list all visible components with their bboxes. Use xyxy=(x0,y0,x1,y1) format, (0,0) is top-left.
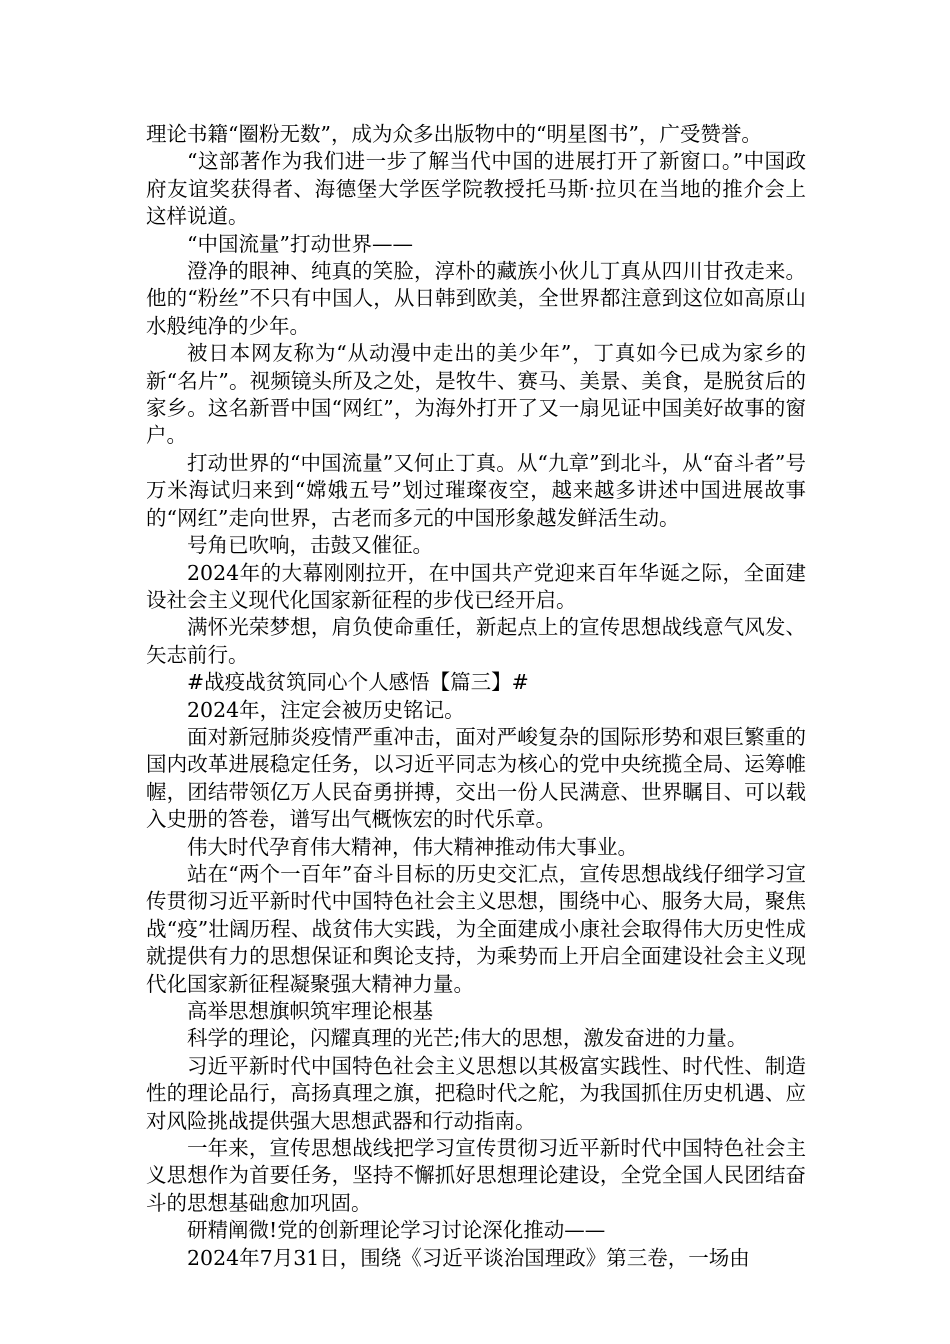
paragraph: 打动世界的“中国流量”又何止丁真。从“九章”到北斗，从“奋斗者”号万米海试归来到“嫦娥五号”划过璀璨夜空，越来越多讲述中国进展故事的“网红”走向世界，古老而多元的中国形象越发鲜活生动。 xyxy=(146,450,806,530)
section-heading: 高举思想旗帜筑牢理论根基 xyxy=(187,999,433,1023)
paragraph: “这部著作为我们进一步了解当代中国的进展打开了新窗口。”中国政府友谊奖获得者、海德堡大学医学院教授托马斯·拉贝在当地的推介会上这样说道。 xyxy=(146,149,806,229)
document-page xyxy=(146,121,806,1272)
section-title: #战疫战贫筑同心个人感悟【篇三】# xyxy=(187,670,529,695)
section-heading: “中国流量”打动世界—— xyxy=(187,231,413,256)
paragraph: 站在“两个一百年”奋斗目标的历史交汇点，宣传思想战线仔细学习宣传贯彻习近平新时代中国特色社会主义思想，围绕中心、服务大局，聚焦战“疫”壮阔历程、战贫伟大实践，为全面建成小康社会取得伟大历史性成就提供有力的思想保证和舆论支持，为乘势而上开启全面建设社会主义现代化国家新征程凝聚强大精神力量。 xyxy=(146,861,806,996)
paragraph: 被日本网友称为“从动漫中走出的美少年”，丁真如今已成为家乡的新“名片”。视频镜头所及之处，是牧牛、赛马、美景、美食，是脱贫后的家乡。这名新晋中国“网红”，为海外打开了又一扇见证中国美好故事的窗户。 xyxy=(146,341,806,448)
paragraph: 面对新冠肺炎疫情严重冲击，面对严峻复杂的国际形势和艰巨繁重的国内改革进展稳定任务，以习近平同志为核心的党中央统揽全局、运筹帷幄，团结带领亿万人民奋勇拼搏，交出一份人民满意、世界瞩目、可以载入史册的答卷，谱写出气概恢宏的时代乐章。 xyxy=(146,724,806,832)
section-heading: 研精阐微!党的创新理论学习讨论深化推动—— xyxy=(187,1218,606,1243)
paragraph: 科学的理论，闪耀真理的光芒;伟大的思想，激发奋进的力量。 xyxy=(187,1026,748,1051)
paragraph: 伟大时代孕育伟大精神，伟大精神推动伟大事业。 xyxy=(187,834,638,859)
paragraph: 2024年的大幕刚刚拉开，在中国共产党迎来百年华诞之际，全面建设社会主义现代化国家新征程的步伐已经开启。 xyxy=(146,560,806,612)
paragraph: 2024年7月31日，围绕《习近平谈治国理政》第三卷，一场由 xyxy=(187,1245,750,1270)
paragraph: 号角已吹响，击鼓又催征。 xyxy=(187,533,433,558)
paragraph: 满怀光荣梦想，肩负使命重任，新起点上的宣传思想战线意气风发、矢志前行。 xyxy=(146,615,806,667)
paragraph: 理论书籍“圈粉无数”，成为众多出版物中的“明星图书”，广受赞誉。 xyxy=(146,122,762,146)
paragraph: 澄净的眼神、纯真的笑脸，淳朴的藏族小伙儿丁真从四川甘孜走来。他的“粉丝”不只有中国人，从日韩到欧美，全世界都注意到这位如高原山水般纯净的少年。 xyxy=(146,259,806,338)
paragraph: 一年来，宣传思想战线把学习宣传贯彻习近平新时代中国特色社会主义思想作为首要任务，坚持不懈抓好思想理论建设，全党全国人民团结奋斗的思想基础愈加巩固。 xyxy=(146,1136,806,1215)
paragraph: 习近平新时代中国特色社会主义思想以其极富实践性、时代性、制造性的理论品行，高扬真理之旗，把稳时代之舵，为我国抓住历史机遇、应对风险挑战提供强大思想武器和行动指南。 xyxy=(146,1053,806,1133)
paragraph: 2024年，注定会被历史铭记。 xyxy=(187,697,465,722)
